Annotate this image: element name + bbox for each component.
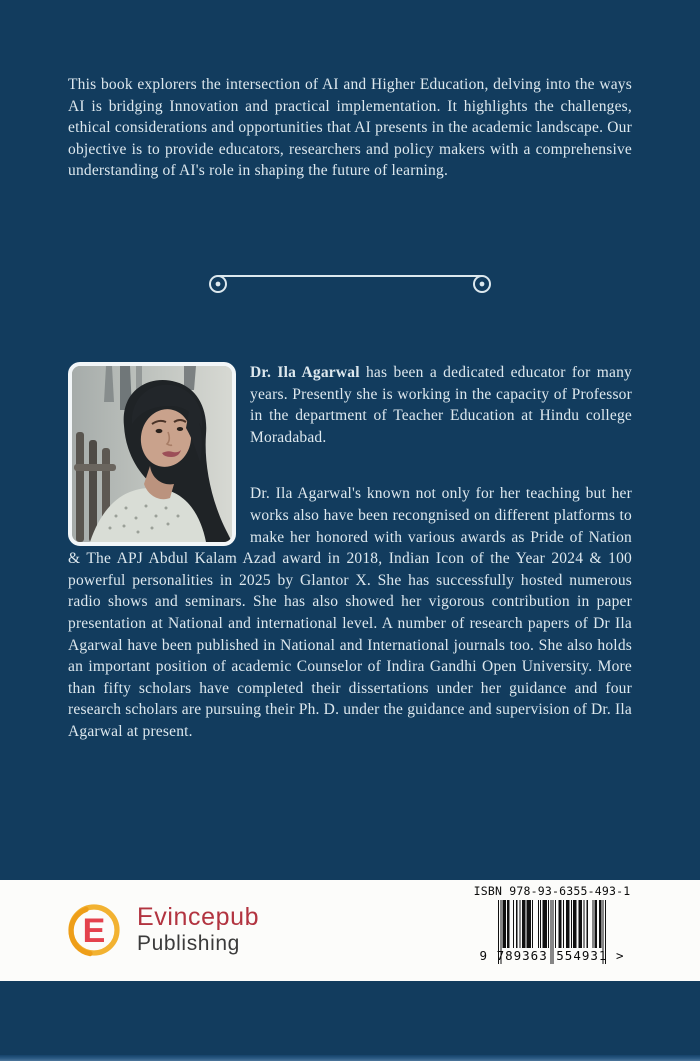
author-photo (68, 362, 236, 546)
isbn-barcode-block (472, 884, 632, 964)
evincepub-logo-icon (66, 901, 122, 959)
cover-bottom-edge (0, 1055, 700, 1061)
publisher-logo (66, 901, 259, 959)
publisher-tagline: Publishing (137, 932, 240, 956)
scroll-divider-icon (205, 269, 495, 297)
barcode (479, 900, 625, 964)
publisher-bar (0, 880, 700, 981)
author-bio-details: Dr. Ila Agarwal's known not only for her teaching but her works also have been recongnised on different platforms to make her honored with various awards as Pride of Nation & The APJ Abdul Kalam Azad award in 2018, Indian Icon of the Year 2024 & 100 powerful personalities in 2025 by Glantor X. She has successfully hosted numerous radio shows and seminars. She has also showed her vigorous contribution in paper presentation at National and international level. A number of research papers of Dr Ila Agarwal have been published in National and International journals too. She also holds an important position of academic Counselor of Indira Gandhi Open University. More than fifty scholars have completed their dissertations under her guidance and four research scholars are pursuing their Ph. D. under the guidance and supervision of Dr. Ila Agarwal at present. (68, 485, 633, 740)
publisher-brand (137, 904, 259, 957)
author-name: Dr. Ila Agarwal (250, 364, 360, 381)
author-section (68, 362, 632, 743)
logo-letter: E (82, 912, 106, 950)
synopsis-text: This book explorers the intersection of AI and Higher Education, delving into the ways AI is bridging Innovation and practical implementation. It highlights the challenges, ethical considerations and opportunities that AI presents in the academic landscape. Our objective is to provide educators, researchers and policy makers with a comprehensive understanding of AI's role in shaping the future of learning. (68, 76, 632, 180)
author-portrait-illustration (72, 366, 232, 542)
publisher-name: Evincepub (137, 902, 260, 931)
ornamental-divider (205, 269, 495, 297)
author-bio-intro-text: has been a dedicated educator for many years. Presently she is working in the capacity of Professor in the department of Teacher Education at Hindu college Moradabad. (250, 364, 632, 446)
isbn-digits: 9 789363 554931 > (479, 948, 625, 963)
isbn-number: ISBN 978-93-6355-493-1 (473, 884, 631, 898)
